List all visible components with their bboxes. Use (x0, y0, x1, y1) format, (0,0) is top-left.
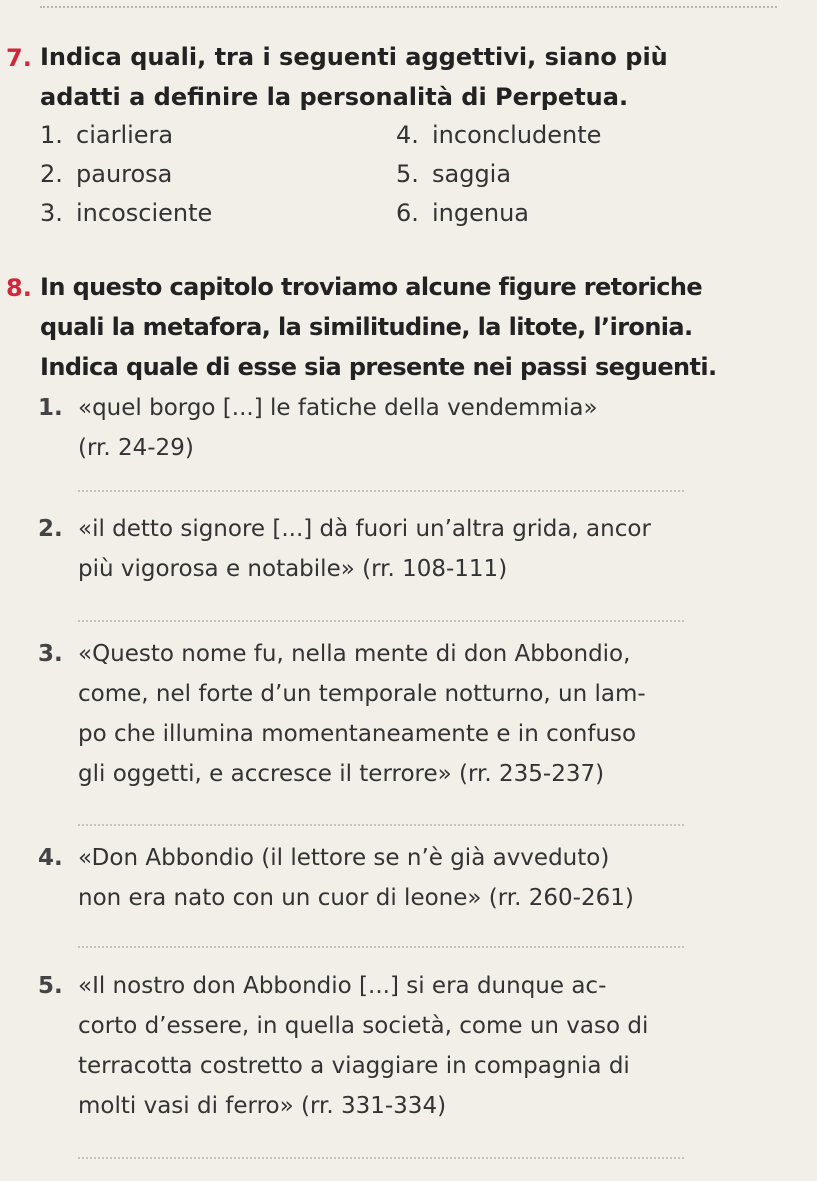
item-5 (38, 966, 688, 1126)
item-1-line-2: (rr. 24-29) (78, 435, 194, 461)
item-4-line-1: «Don Abbondio (il lettore se n’è già avveduto) (78, 845, 610, 871)
question-8-text-line-3: Indica quale di esse sia presente nei passi seguenti. (40, 353, 717, 381)
option-1-number: 1. (40, 121, 63, 149)
option-2-number: 2. (40, 160, 63, 188)
item-5-line-4: molti vasi di ferro» (rr. 331-334) (78, 1093, 447, 1119)
option-2-text: paurosa (76, 160, 173, 188)
item-3-number: 3. (38, 641, 63, 667)
answer-line-3[interactable] (78, 824, 684, 826)
item-2 (38, 509, 688, 589)
option-1-text: ciarliera (76, 121, 174, 149)
item-5-line-2: corto d’essere, in quella società, come un vaso di (78, 1013, 649, 1039)
question-7-number: 7. (6, 44, 32, 72)
item-1-line-1: «quel borgo [...] le fatiche della vendemmia» (78, 395, 598, 421)
option-4-text: inconcludente (432, 121, 602, 149)
top-divider (40, 6, 777, 8)
question-8-number: 8. (6, 274, 32, 302)
option-3-text: incosciente (76, 199, 213, 227)
option-4-number: 4. (396, 121, 419, 149)
question-7-text-line-1: Indica quali, tra i seguenti aggettivi, siano più (40, 43, 668, 71)
question-7-text-line-2: adatti a definire la personalità di Perpetua. (40, 83, 629, 111)
item-4-number: 4. (38, 845, 63, 871)
item-3-line-4: gli oggetti, e accresce il terrore» (rr. 235-237) (78, 761, 605, 787)
item-2-number: 2. (38, 516, 63, 542)
item-3-line-2: come, nel forte d’un temporale notturno, un lam- (78, 681, 646, 707)
answer-line-5[interactable] (78, 1157, 684, 1159)
item-3-line-1: «Questo nome fu, nella mente di don Abbondio, (78, 641, 631, 667)
answer-line-4[interactable] (78, 946, 684, 948)
item-4 (38, 838, 688, 918)
option-6-number: 6. (396, 199, 419, 227)
option-3-number: 3. (40, 199, 63, 227)
option-5-text: saggia (432, 160, 512, 188)
item-3 (38, 634, 688, 794)
answer-line-2[interactable] (78, 620, 684, 622)
item-5-line-1: «Il nostro don Abbondio [...] si era dunque ac- (78, 973, 607, 999)
question-8-text-line-1: In questo capitolo troviamo alcune figure retoriche (40, 273, 703, 301)
item-1-number: 1. (38, 395, 63, 421)
option-5-number: 5. (396, 160, 419, 188)
answer-line-1[interactable] (78, 490, 684, 492)
item-3-line-3: po che illumina momentaneamente e in confuso (78, 721, 637, 747)
item-4-line-2: non era nato con un cuor di leone» (rr. 260-261) (78, 885, 634, 911)
item-5-number: 5. (38, 973, 63, 999)
item-5-line-3: terracotta costretto a viaggiare in compagnia di (78, 1053, 630, 1079)
option-6-text: ingenua (432, 199, 530, 227)
item-2-line-2: più vigorosa e notabile» (rr. 108-111) (78, 556, 508, 582)
question-8-text-line-2: quali la metafora, la similitudine, la litote, l’ironia. (40, 313, 693, 341)
item-1 (38, 388, 688, 468)
item-2-line-1: «il detto signore [...] dà fuori un’altra grida, ancor (78, 516, 651, 542)
